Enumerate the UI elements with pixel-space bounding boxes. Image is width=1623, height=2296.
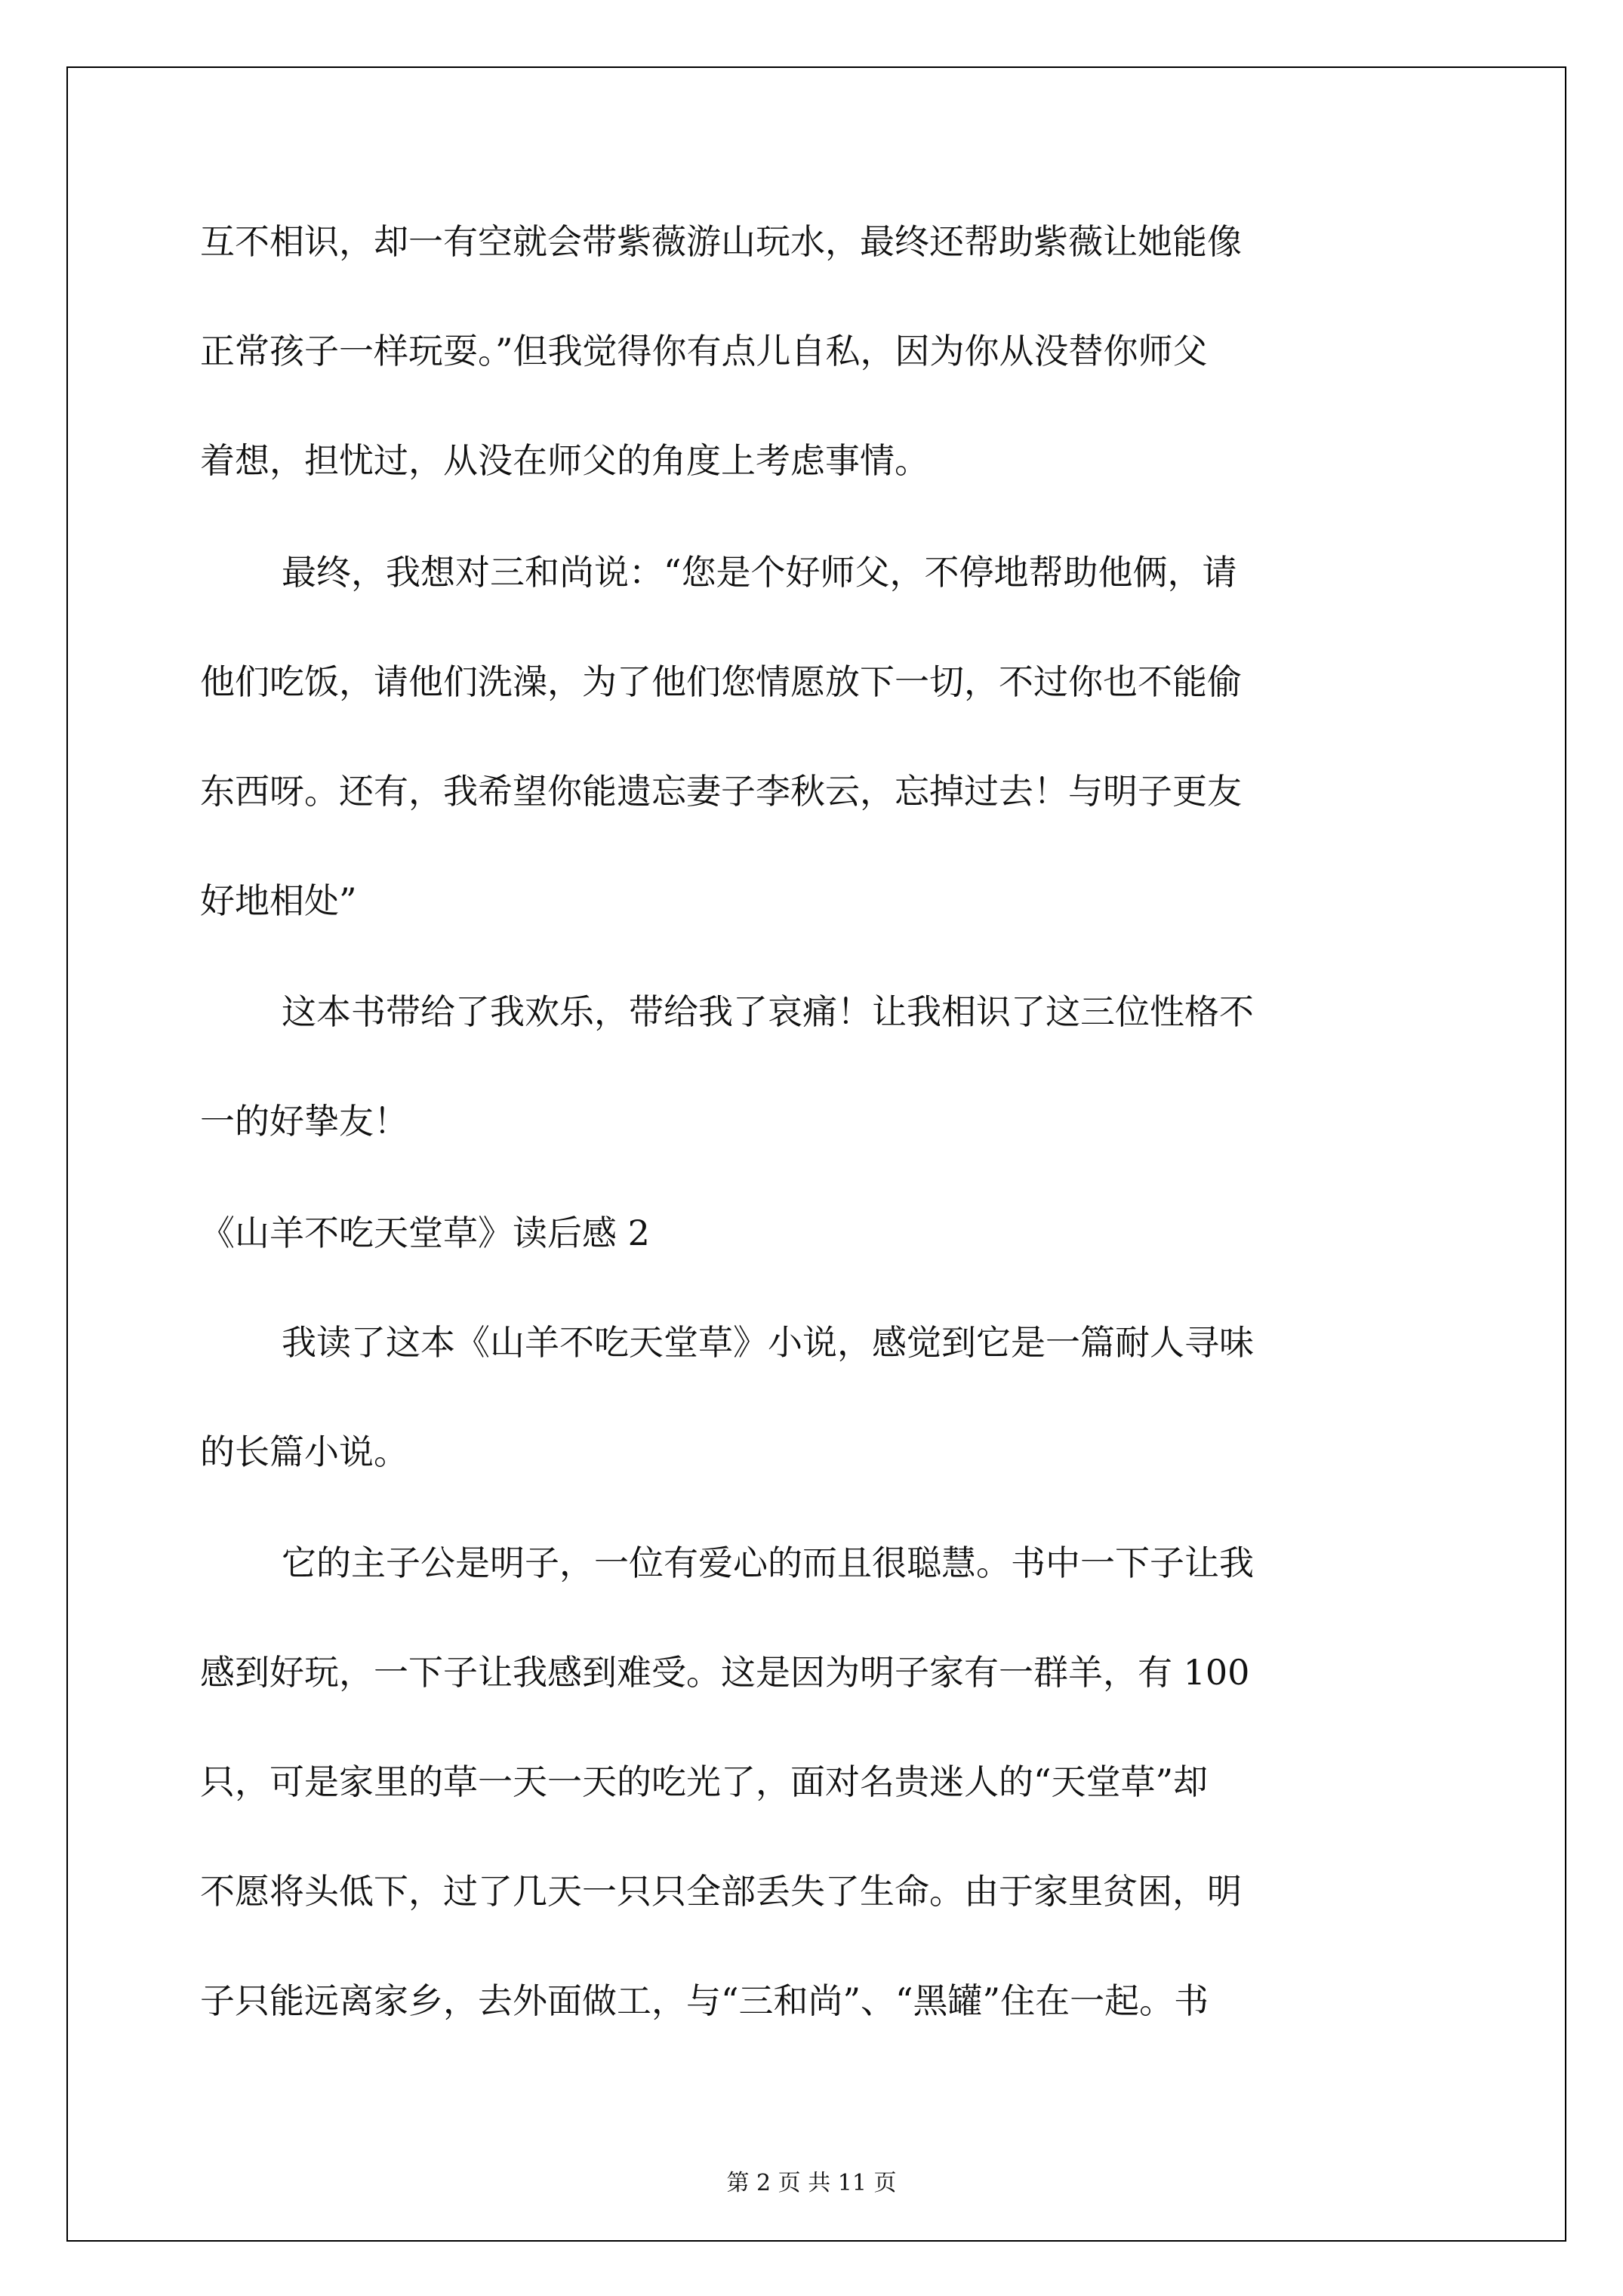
text-line: 正常孩子一样玩耍。”但我觉得你有点儿自私，因为你从没替你师父 — [200, 331, 1208, 371]
text-line: 子只能远离家乡，去外面做工，与“三和尚”、“黑罐”住在一起。书 — [200, 1980, 1209, 2021]
text-line: 这本书带给了我欢乐，带给我了哀痛！让我相识了这三位性格不 — [282, 991, 1254, 1032]
text-line: 它的主子公是明子，一位有爱心的而且很聪慧。书中一下子让我 — [282, 1542, 1254, 1583]
text-line: 他们吃饭，请他们洗澡，为了他们您情愿放下一切，不过你也不能偷 — [200, 661, 1242, 702]
text-line: 最终，我想对三和尚说：“您是个好师父，不停地帮助他俩，请 — [282, 552, 1237, 593]
text-line: 好地相处” — [200, 880, 357, 921]
text-line: 互不相识，却一有空就会带紫薇游山玩水，最终还帮助紫薇让她能像 — [200, 221, 1242, 262]
section-heading: 《山羊不吃天堂草》读后感 2 — [200, 1213, 650, 1253]
page-footer: 第 2 页 共 11 页 — [726, 2170, 897, 2196]
text-line: 只，可是家里的草一天一天的吃光了，面对名贵迷人的“天堂草”却 — [200, 1761, 1209, 1802]
text-line: 东西呀。还有，我希望你能遗忘妻子李秋云，忘掉过去！与明子更友 — [200, 771, 1242, 812]
text-line: 的长篇小说。 — [200, 1432, 408, 1472]
text-line: 我读了这本《山羊不吃天堂草》小说，感觉到它是一篇耐人寻味 — [282, 1322, 1254, 1363]
text-line: 不愿将头低下，过了几天一只只全部丢失了生命。由于家里贫困，明 — [200, 1871, 1242, 1912]
text-line: 感到好玩，一下子让我感到难受。这是因为明子家有一群羊，有 100 — [200, 1652, 1250, 1693]
text-line: 着想，担忧过，从没在师父的角度上考虑事情。 — [200, 440, 929, 481]
text-line: 一的好挚友！ — [200, 1101, 408, 1142]
